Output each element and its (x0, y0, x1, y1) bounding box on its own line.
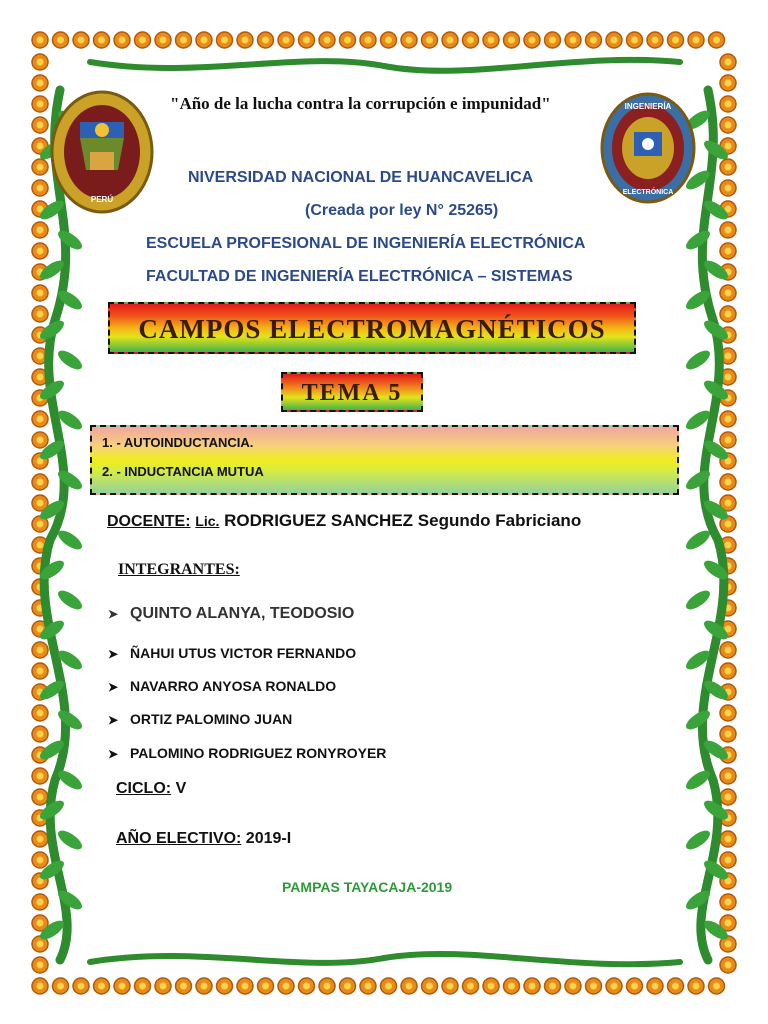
border-flower-center-icon (262, 37, 269, 44)
anio-value: 2019-I (245, 830, 292, 847)
border-flower-center-icon (725, 416, 732, 423)
border-flower-center-icon (57, 37, 64, 44)
border-flower-center-icon (78, 983, 85, 990)
border-flower-center-icon (37, 248, 44, 255)
arrow-icon: ➤ (108, 680, 119, 694)
border-flower-center-icon (725, 479, 732, 486)
border-flower-center-icon (725, 374, 732, 381)
border-flower-center-icon (693, 983, 700, 990)
border-flower-center-icon (37, 983, 44, 990)
university-name: NIVERSIDAD NACIONAL DE HUANCAVELICA (188, 169, 534, 186)
border-flower-center-icon (37, 374, 44, 381)
vine-leaf-icon (55, 347, 85, 373)
border-flower-center-icon (37, 920, 44, 927)
border-flower-center-icon (467, 37, 474, 44)
border-flower-center-icon (139, 37, 146, 44)
border-flower-center-icon (37, 416, 44, 423)
topics-box (90, 425, 679, 495)
border-flower-center-icon (713, 37, 720, 44)
border-flower-center-icon (725, 794, 732, 801)
border-flower-center-icon (365, 983, 372, 990)
border-flower-center-icon (725, 920, 732, 927)
vine-leaf-icon (683, 587, 713, 613)
creation-law: (Creada por ley N° 25265) (305, 202, 499, 219)
border-flower-center-icon (426, 37, 433, 44)
vine-leaf-icon (683, 527, 713, 553)
course-title: CAMPOS ELECTROMAGNÉTICOS (138, 314, 606, 344)
svg-text:PERÚ: PERÚ (90, 195, 114, 204)
border-flower-center-icon (98, 983, 105, 990)
border-flower-center-icon (37, 647, 44, 654)
border-flower-center-icon (725, 836, 732, 843)
border-flower-center-icon (426, 983, 433, 990)
border-flower-center-icon (324, 37, 331, 44)
border-flower-center-icon (262, 983, 269, 990)
border-flower-center-icon (725, 941, 732, 948)
border-flower-center-icon (283, 37, 290, 44)
border-flower-center-icon (37, 710, 44, 717)
border-flower-center-icon (611, 983, 618, 990)
border-flower-center-icon (37, 59, 44, 66)
border-flower-center-icon (725, 647, 732, 654)
border-flower-center-icon (37, 185, 44, 192)
ciclo-label: CICLO: (116, 780, 172, 797)
border-flower-center-icon (725, 857, 732, 864)
vine-leaf-icon (55, 527, 85, 553)
arrow-icon: ➤ (108, 607, 119, 621)
border-flower-center-icon (725, 899, 732, 906)
border-flower-center-icon (37, 164, 44, 171)
border-flower-center-icon (725, 290, 732, 297)
docente-label: DOCENTE: (107, 513, 191, 530)
ciclo-line (116, 780, 186, 798)
border-flower-center-icon (725, 80, 732, 87)
border-flower-center-icon (725, 122, 732, 129)
bottom-vine (90, 954, 680, 964)
border-flower-center-icon (242, 37, 249, 44)
border-flower-center-icon (467, 983, 474, 990)
arrow-icon: ➤ (108, 713, 119, 727)
border-flower-center-icon (447, 983, 454, 990)
border-flower-center-icon (344, 37, 351, 44)
border-flower-center-icon (37, 353, 44, 360)
arrow-icon: ➤ (108, 747, 119, 761)
border-flower-center-icon (725, 962, 732, 969)
border-flower-center-icon (508, 37, 515, 44)
border-flower-center-icon (303, 983, 310, 990)
border-flower-center-icon (37, 962, 44, 969)
border-flower-center-icon (303, 37, 310, 44)
border-flower-center-icon (201, 983, 208, 990)
border-flower-center-icon (693, 37, 700, 44)
border-flower-center-icon (139, 983, 146, 990)
border-flower-center-icon (37, 290, 44, 297)
school-name: ESCUELA PROFESIONAL DE INGENIERÍA ELECTRÓNICA (146, 235, 586, 252)
member-item: ➤ QUINTO ALANYA, TEODOSIO (108, 605, 355, 622)
anio-label: AÑO ELECTIVO: (116, 830, 242, 847)
border-flower-center-icon (221, 983, 228, 990)
border-flower-center-icon (180, 983, 187, 990)
border-flower-center-icon (37, 437, 44, 444)
member-item: ➤ NAVARRO ANYOSA RONALDO (108, 678, 337, 694)
vine-leaf-icon (55, 827, 85, 853)
ciclo-value: V (175, 780, 187, 797)
border-flower-center-icon (37, 542, 44, 549)
border-flower-center-icon (725, 668, 732, 675)
border-flower-center-icon (385, 37, 392, 44)
svg-text:ELECTRÓNICA: ELECTRÓNICA (622, 189, 674, 196)
tema-banner (281, 372, 423, 412)
border-flower-center-icon (725, 227, 732, 234)
tema-label: TEMA 5 (301, 380, 403, 406)
border-flower-center-icon (549, 37, 556, 44)
border-flower-center-icon (201, 37, 208, 44)
docente-surname: RODRIGUEZ SANCHEZ (224, 511, 414, 530)
border-flower-center-icon (549, 983, 556, 990)
border-flower-center-icon (98, 37, 105, 44)
border-flower-center-icon (37, 479, 44, 486)
border-flower-center-icon (725, 437, 732, 444)
docente-given: Segundo Fabriciano (417, 511, 582, 530)
border-flower-center-icon (160, 37, 167, 44)
border-flower-center-icon (37, 311, 44, 318)
border-flower-center-icon (725, 710, 732, 717)
border-flower-center-icon (344, 983, 351, 990)
border-flower-center-icon (725, 143, 732, 150)
border-flower-center-icon (37, 773, 44, 780)
border-flower-center-icon (672, 983, 679, 990)
border-flower-center-icon (570, 983, 577, 990)
border-flower-center-icon (611, 37, 618, 44)
border-flower-center-icon (37, 857, 44, 864)
border-flower-center-icon (37, 731, 44, 738)
course-title-banner (108, 302, 636, 354)
border-flower-center-icon (37, 899, 44, 906)
vine-leaf-icon (55, 587, 85, 613)
top-vine (90, 60, 680, 71)
arrow-icon: ➤ (108, 647, 119, 661)
border-flower-center-icon (180, 37, 187, 44)
docente-prefix: Lic. (195, 513, 220, 529)
border-flower-center-icon (119, 983, 126, 990)
border-flower-center-icon (529, 37, 536, 44)
faculty-name: FACULTAD DE INGENIERÍA ELECTRÓNICA – SISTEMAS (146, 268, 573, 285)
vine-leaf-icon (683, 347, 713, 373)
border-flower-center-icon (725, 731, 732, 738)
border-flower-center-icon (385, 983, 392, 990)
border-flower-center-icon (631, 37, 638, 44)
border-flower-center-icon (242, 983, 249, 990)
engineering-seal-icon (600, 92, 696, 204)
border-flower-center-icon (631, 983, 638, 990)
anio-line (116, 830, 291, 848)
border-flower-center-icon (37, 941, 44, 948)
border-flower-center-icon (725, 311, 732, 318)
border-flower-center-icon (713, 983, 720, 990)
border-flower-center-icon (37, 794, 44, 801)
border-flower-center-icon (725, 500, 732, 507)
border-flower-center-icon (725, 542, 732, 549)
border-flower-center-icon (283, 983, 290, 990)
border-flower-center-icon (725, 248, 732, 255)
svg-text:INGENIERÍA: INGENIERÍA (624, 102, 672, 111)
topic-item: 2. - INDUCTANCIA MUTUA (102, 464, 264, 479)
border-flower-center-icon (725, 164, 732, 171)
border-flower-center-icon (447, 37, 454, 44)
border-flower-center-icon (37, 836, 44, 843)
integrantes-label: INTEGRANTES: (118, 561, 240, 578)
border-flower-center-icon (725, 521, 732, 528)
topic-item: 1. - AUTOINDUCTANCIA. (102, 435, 254, 450)
member-item: ➤ ÑAHUI UTUS VICTOR FERNANDO (108, 645, 357, 661)
border-flower-center-icon (725, 101, 732, 108)
border-flower-center-icon (37, 101, 44, 108)
border-flower-center-icon (725, 185, 732, 192)
border-flower-center-icon (37, 668, 44, 675)
border-flower-center-icon (37, 143, 44, 150)
border-flower-center-icon (725, 59, 732, 66)
border-flower-center-icon (488, 983, 495, 990)
border-flower-center-icon (406, 37, 413, 44)
place-date: PAMPAS TAYACAJA-2019 (282, 879, 453, 895)
border-flower-center-icon (652, 37, 659, 44)
border-flower-center-icon (365, 37, 372, 44)
member-item: ➤ PALOMINO RODRIGUEZ RONYROYER (108, 745, 387, 761)
border-flower-center-icon (590, 983, 597, 990)
border-flower-center-icon (406, 983, 413, 990)
docente-line (107, 511, 581, 531)
motto: "Año de la lucha contra la corrupción e impunidad" (170, 94, 551, 113)
border-flower-center-icon (652, 983, 659, 990)
border-flower-center-icon (57, 983, 64, 990)
border-flower-center-icon (119, 37, 126, 44)
border-flower-center-icon (37, 500, 44, 507)
border-flower-center-icon (37, 227, 44, 234)
border-flower-center-icon (488, 37, 495, 44)
border-flower-center-icon (160, 983, 167, 990)
border-flower-center-icon (221, 37, 228, 44)
university-seal-icon (50, 90, 154, 214)
border-flower-center-icon (78, 37, 85, 44)
border-flower-center-icon (672, 37, 679, 44)
border-flower-center-icon (570, 37, 577, 44)
border-flower-center-icon (37, 37, 44, 44)
member-item: ➤ ORTIZ PALOMINO JUAN (108, 711, 293, 727)
border-flower-center-icon (529, 983, 536, 990)
border-flower-center-icon (590, 37, 597, 44)
vine-leaf-icon (683, 827, 713, 853)
border-flower-center-icon (725, 353, 732, 360)
border-flower-center-icon (37, 122, 44, 129)
border-flower-center-icon (725, 773, 732, 780)
border-flower-center-icon (508, 983, 515, 990)
border-flower-center-icon (324, 983, 331, 990)
border-flower-center-icon (37, 80, 44, 87)
border-flower-center-icon (37, 521, 44, 528)
